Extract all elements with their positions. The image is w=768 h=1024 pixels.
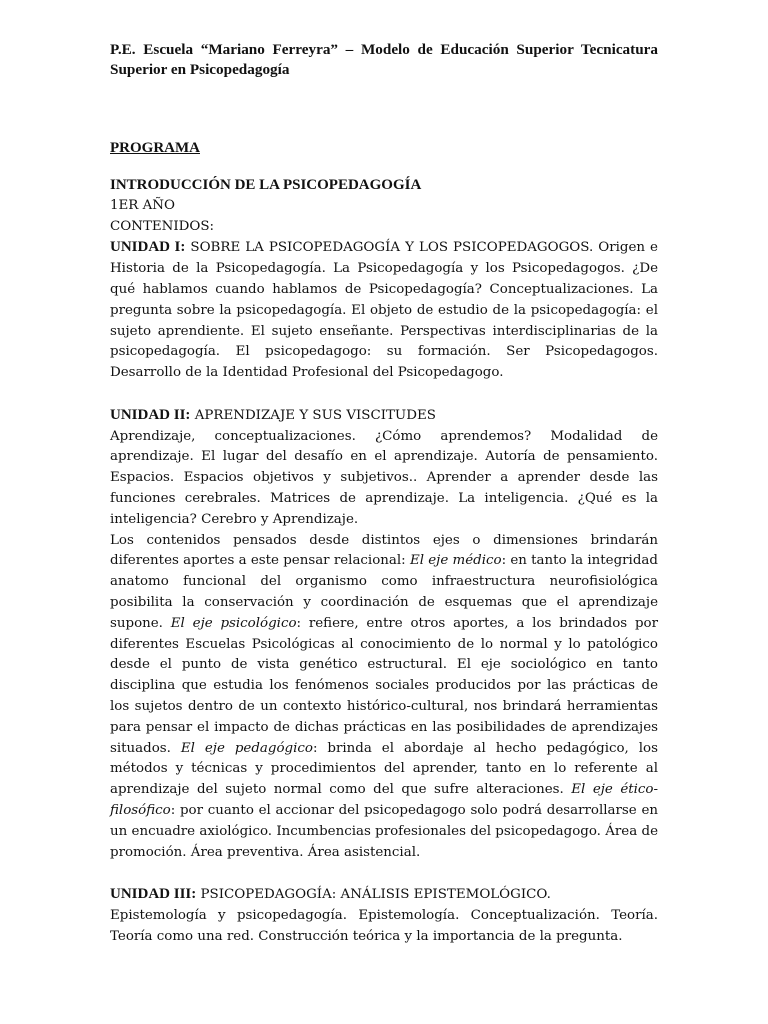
programa-heading: PROGRAMA bbox=[110, 140, 200, 156]
eje-etico-filosofico: El eje ético-filosófico bbox=[110, 782, 658, 818]
eje-psicologico: El eje psicológico bbox=[170, 615, 297, 631]
unit-2-text-a: Los contenidos pensados desde distintos ejes o dimensiones brindarán diferentes aportes a este pensar relacional: bbox=[110, 532, 658, 569]
unit-2-paragraph-2 bbox=[110, 531, 658, 864]
unit-1-text: Origen e Historia de la Psicopedagogía. La Psicopedagogía y los Psicopedagogos. ¿De qué hablamos cuando hablamos de Psicopedagogía? Conceptualizaciones. La pregunta sobre la psicopedagogía. El objeto de estudio de la psicopedagogía: el sujeto aprendiente. El sujeto enseñante. Perspectivas interdisciplinarias de la psicopedagogía. El psicopedagogo: su formación. Ser Psicopedagogos. Desarrollo de la Identidad Profesional del Psicopedagogo. bbox=[110, 240, 658, 381]
unit-2-heading bbox=[110, 405, 658, 427]
spacer bbox=[110, 863, 658, 884]
eje-medico: El eje médico bbox=[409, 553, 502, 569]
unit-2-text-b: : en tanto la integridad anatomo funcional del organismo como infraestructura neurofisiológica posibilita la conservación y coordinación de esquemas que el aprendizaje supone. bbox=[110, 553, 658, 631]
unit-1-name: SOBRE LA PSICOPEDAGOGÍA Y LOS PSICOPEDAGOGOS. bbox=[190, 240, 594, 256]
unit-2-name: APRENDIZAJE Y SUS VISCITUDES bbox=[194, 407, 436, 423]
unit-2-text-d: : brinda el abordaje al hecho pedagógico, los métodos y técnicas y procedimientos del aprender, tanto en lo referente al aprendizaje del sujeto normal como del que sufre alteraciones. bbox=[110, 740, 658, 798]
document-header: P.E. Escuela “Mariano Ferreyra” – Modelo de Educación Superior Tecnicatura Superior en Psicopedagogía bbox=[110, 41, 658, 78]
unit-3-label: UNIDAD III: bbox=[110, 886, 197, 903]
eje-pedagogico: El eje pedagógico bbox=[180, 740, 313, 756]
unit-2-paragraph-1: Aprendizaje, conceptualizaciones. ¿Cómo aprendemos? Modalidad de aprendizaje. El lugar del desafío en el aprendizaje. Autoría de pensamiento. Espacios. Espacios objetivos y subjetivos.. Aprender a aprender desde las funciones cerebrales. Matrices de aprendizaje. La inteligencia. ¿Qué es la inteligencia? Cerebro y Aprendizaje. bbox=[110, 428, 658, 527]
unit-2-label: UNIDAD II: bbox=[110, 406, 191, 423]
unit-3-heading bbox=[110, 884, 658, 906]
course-title: INTRODUCCIÓN DE LA PSICOPEDAGOGÍA bbox=[110, 177, 422, 193]
course-year: 1ER AÑO bbox=[110, 197, 175, 213]
unit-1-label: UNIDAD I: bbox=[110, 239, 186, 256]
unit-2-text-e: : por cuanto el accionar del psicopedagogo solo podrá desarrollarse en un encuadre axiológico. Incumbencias profesionales del psicopedagogo. Área de promoción. Área preventiva. Área asistencial. bbox=[110, 802, 658, 860]
unit-1-section bbox=[110, 237, 658, 384]
program-body bbox=[110, 175, 658, 947]
unit-3-name: PSICOPEDAGOGÍA: ANÁLISIS EPISTEMOLÓGICO. bbox=[200, 887, 551, 903]
spacer bbox=[110, 384, 658, 405]
unit-3-paragraph: Epistemología y psicopedagogía. Epistemología. Conceptualización. Teoría. Teoría como una red. Construcción teórica y la importancia de la pregunta. bbox=[110, 907, 658, 944]
contents-label: CONTENIDOS: bbox=[110, 218, 215, 234]
unit-2-text-c: : refiere, entre otros aportes, a los brindados por diferentes Escuelas Psicológicas al conocimiento de lo normal y lo patológico desde el punto de vista genético estructural. El eje sociológico en tanto disciplina que estudia los fenómenos sociales producidos por las prácticas de los sujetos dentro de un contexto histórico-cultural, nos brindará herramientas para pensar el impacto de dichas prácticas en las posibilidades de aprendizajes situados. bbox=[110, 615, 658, 756]
